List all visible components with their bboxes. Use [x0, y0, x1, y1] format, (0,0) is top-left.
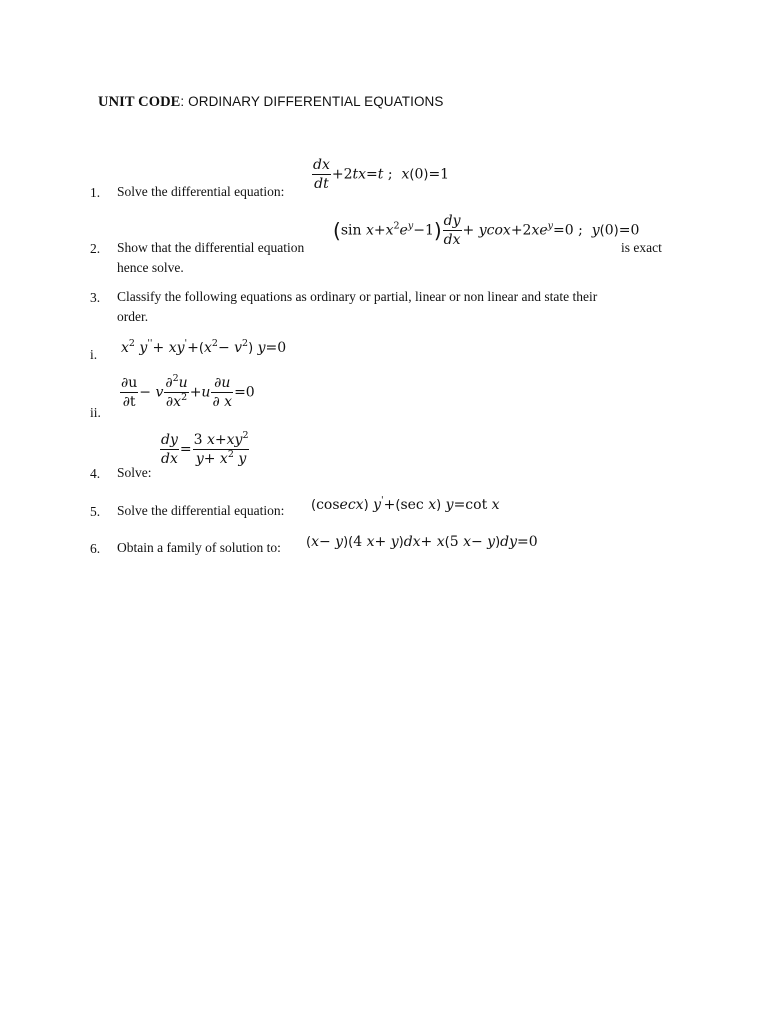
- sub-item-i-number: i.: [90, 347, 98, 362]
- question-5-text: Solve the differential equation:: [117, 503, 285, 518]
- question-4-number: 4.: [90, 466, 101, 481]
- question-2-suffix: is exact: [621, 240, 662, 255]
- question-2-text: Show that the differential equation: [117, 240, 305, 255]
- sub-item-ii-equation: $\frac{\partial u}{\partial t}$ − v $\frac{\partial^2u}{\partial x^2}$ +u $\frac{\partial u}{\partial x}$ =0: [121, 373, 255, 410]
- document-heading: [98, 94, 444, 111]
- unit-code-label: UNIT CODE: [98, 94, 181, 110]
- question-2-equation: (sin $x+x^2e^y-1$) $\frac{dy}{dx}$ + $ycox+2xe^y=0$ ; y(0)=0: [333, 213, 640, 248]
- question-2-text-line2: hence solve.: [117, 260, 184, 275]
- question-5-number: 5.: [90, 504, 101, 519]
- question-4-text: Solve:: [117, 465, 152, 480]
- question-2-number: 2.: [90, 241, 101, 256]
- question-3-text: Classify the following equations as ordinary or partial, linear or non linear and state their: [117, 289, 598, 304]
- sub-item-i-equation: $x^2$ $y''+ xy'+(x^2- v^2)$ y=0: [121, 338, 287, 356]
- question-1-text: Solve the differential equation:: [117, 184, 285, 199]
- question-1-equation: $\frac{dx}{dt}$ +2tx=t ; x(0)=1: [313, 157, 450, 192]
- question-6-text: Obtain a family of solution to:: [117, 540, 281, 555]
- course-title: : ORDINARY DIFFERENTIAL EQUATIONS: [180, 94, 444, 109]
- question-5-equation: (cosecx) y'+(sec x) y=cot x: [311, 495, 500, 513]
- question-4-equation: $\frac{dy}{dx}$ = $\frac{3 x+xy^2}{y+ x^2 y}$: [161, 430, 249, 467]
- question-1-number: 1.: [90, 185, 101, 200]
- question-3-number: 3.: [90, 290, 101, 305]
- sub-item-ii-number: ii.: [90, 405, 101, 420]
- question-3-text-line2: order.: [117, 309, 149, 324]
- question-6-equation: (x− y)(4 x+ y)dx+ x(5 x− y)dy=0: [306, 534, 538, 550]
- question-6-number: 6.: [90, 541, 101, 556]
